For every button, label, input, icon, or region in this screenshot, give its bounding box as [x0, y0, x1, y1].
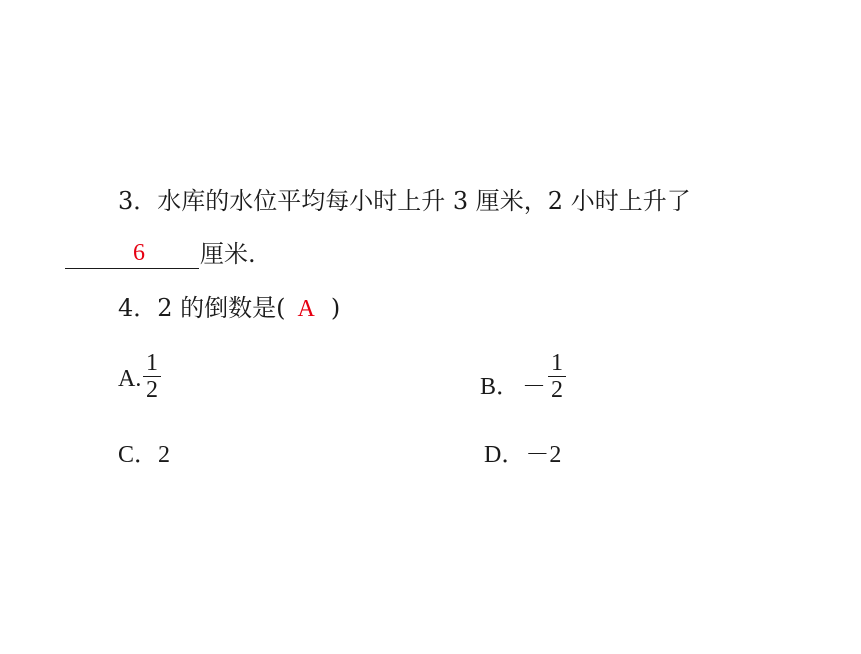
question-4-stem-suffix: ): [330, 294, 341, 322]
option-b-numerator: 1: [551, 350, 563, 376]
option-a-numerator: 1: [146, 350, 158, 376]
answer-q3: 6: [133, 240, 145, 266]
question-4-stem: [118, 294, 340, 323]
option-d-label: D．－2: [484, 442, 562, 468]
question-4-stem-prefix: 4．2 的倒数是(: [118, 294, 286, 322]
answer-blank-q3: [65, 242, 199, 269]
option-a-denominator: 2: [146, 377, 158, 403]
answer-q4: A: [297, 296, 315, 322]
option-b-denominator: 2: [551, 377, 563, 403]
option-a-fraction: [143, 351, 161, 402]
question-3-line2-suffix: 厘米.: [200, 240, 256, 268]
option-b-fraction: [548, 351, 566, 402]
option-a-label: A.: [118, 366, 142, 392]
question-3-line1: 3．水库的水位平均每小时上升 3 厘米，2 小时上升了: [118, 187, 691, 215]
option-c-label: C．2: [118, 442, 171, 468]
option-b-sign: －: [522, 374, 546, 400]
option-b-label: B．: [480, 374, 521, 400]
